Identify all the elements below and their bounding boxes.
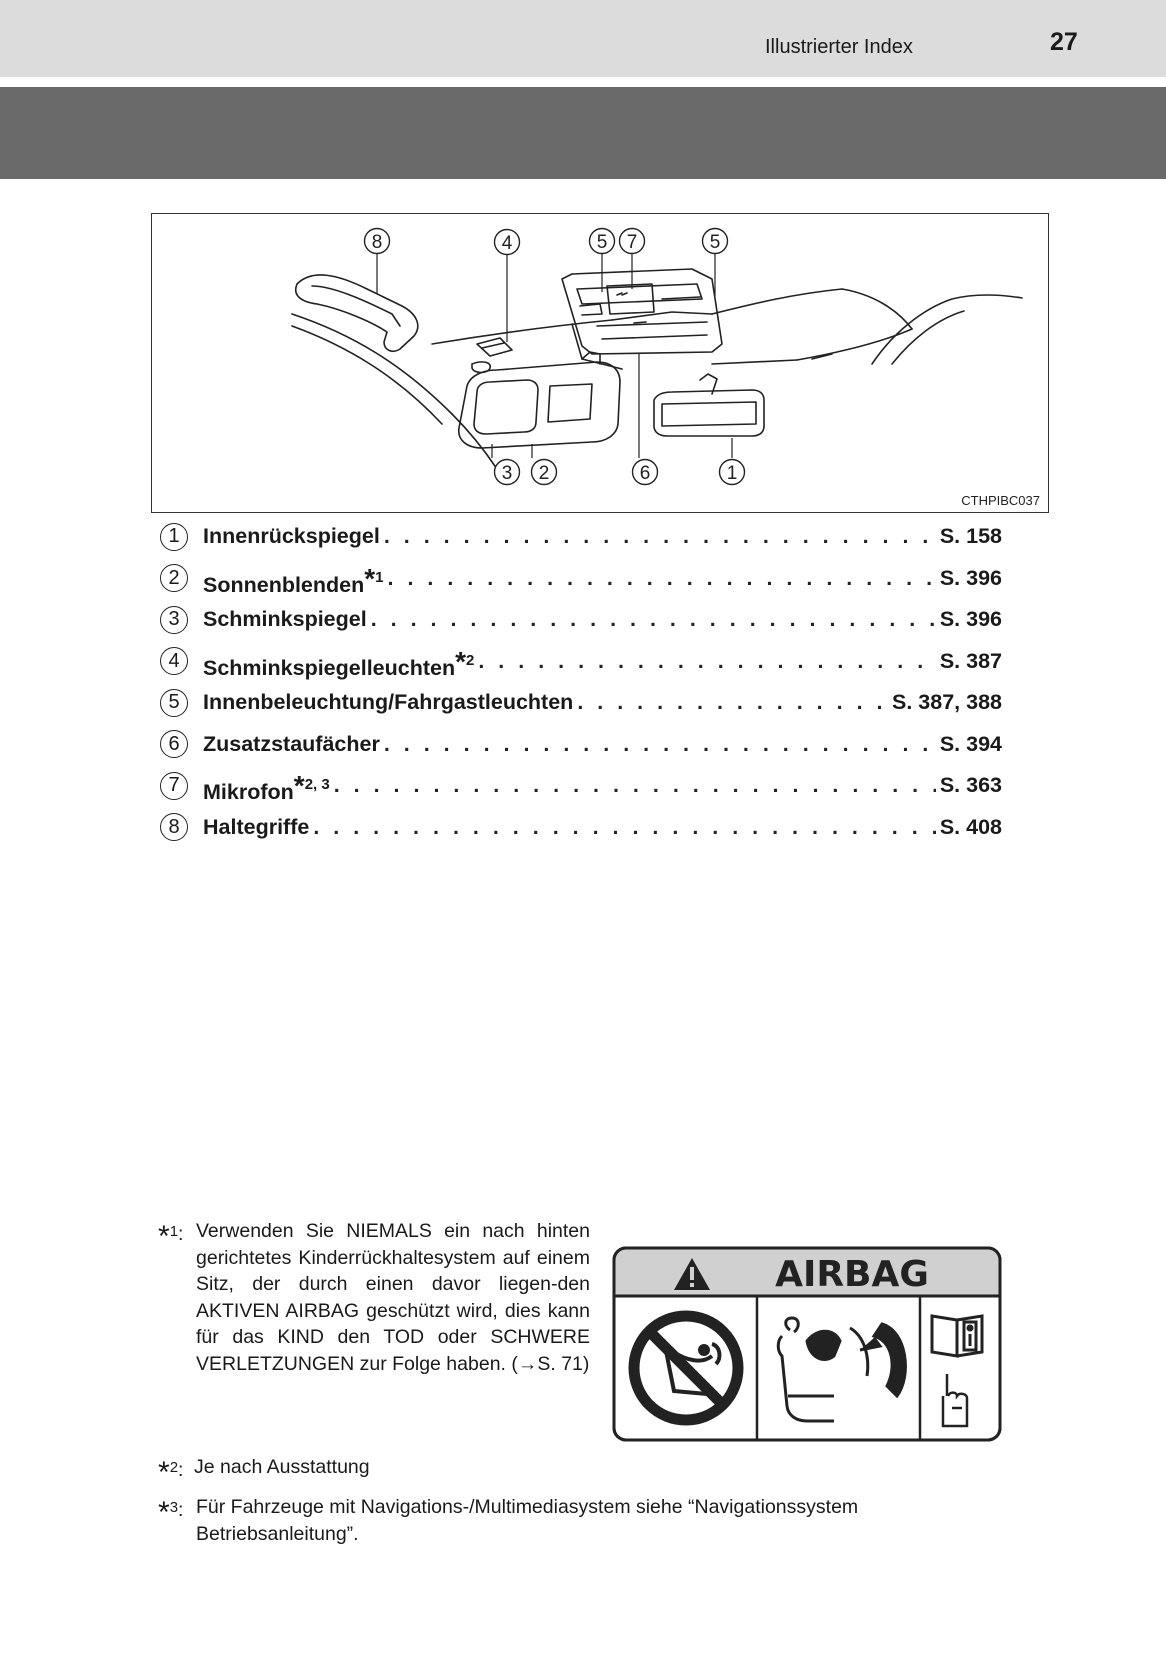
leader-dots bbox=[478, 649, 935, 674]
index-list bbox=[160, 516, 1002, 848]
section-title: Illustrierter Index bbox=[765, 36, 913, 58]
page-reference: S. 363 bbox=[939, 773, 1002, 798]
item-label: Schminkspiegel bbox=[203, 607, 367, 632]
index-item bbox=[160, 682, 1002, 724]
index-item bbox=[160, 807, 1002, 849]
leader-dots bbox=[388, 566, 936, 591]
item-label: Mikrofon$^{*2, 3}$ bbox=[203, 770, 330, 805]
callout-label: 3 bbox=[501, 463, 513, 484]
header-band bbox=[0, 0, 1166, 77]
callout-label: 1 bbox=[726, 463, 738, 484]
item-number: 6 bbox=[160, 730, 188, 758]
index-item bbox=[160, 516, 1002, 558]
page-reference: S. 387, 388 bbox=[892, 690, 1002, 715]
ceiling-illustration bbox=[151, 213, 1049, 513]
item-number: 8 bbox=[160, 813, 188, 841]
page-reference: S. 408 bbox=[939, 814, 1002, 839]
footnote-marker: *$^1$: bbox=[158, 1220, 184, 1253]
index-item bbox=[160, 724, 1002, 766]
page-reference: S. 158 bbox=[939, 524, 1002, 549]
item-number: 1 bbox=[160, 523, 188, 551]
item-number: 5 bbox=[160, 689, 188, 717]
item-label: Schminkspiegelleuchten$^{*2}$ bbox=[203, 645, 475, 680]
footnote-mark: *2 bbox=[455, 645, 475, 677]
item-label: Sonnenblenden$^{*1}$ bbox=[203, 562, 384, 597]
callout-label: 7 bbox=[626, 232, 638, 253]
footnote-marker: *$^2$: bbox=[158, 1456, 184, 1489]
index-item bbox=[160, 558, 1002, 600]
page-reference: S. 394 bbox=[939, 731, 1002, 756]
figure-code: CTHPIBC037 bbox=[961, 493, 1040, 508]
item-label: Innenrückspiegel bbox=[203, 524, 380, 549]
item-number: 2 bbox=[160, 564, 188, 592]
airbag-label-graphic bbox=[612, 1246, 1002, 1442]
footnote-mark: *1 bbox=[364, 562, 384, 594]
footnote-1 bbox=[158, 1218, 590, 1377]
item-label: Zusatzstaufächer bbox=[203, 731, 380, 756]
callout-label: 5 bbox=[596, 232, 608, 253]
leader-dots bbox=[313, 815, 936, 840]
section-band bbox=[0, 87, 1166, 179]
item-number: 7 bbox=[160, 772, 188, 800]
item-number: 4 bbox=[160, 647, 188, 675]
ceiling-drawing bbox=[152, 214, 1048, 512]
callout-label: 4 bbox=[501, 233, 513, 254]
no-rearward-child-seat-icon bbox=[634, 1316, 738, 1420]
leader-dots bbox=[384, 524, 936, 549]
leader-dots bbox=[384, 732, 936, 757]
callout-label: 8 bbox=[371, 232, 383, 253]
item-number: 3 bbox=[160, 606, 188, 634]
footnote-mark: *2, 3 bbox=[293, 770, 330, 802]
airbag-title: AIRBAG bbox=[775, 1254, 929, 1295]
callout-label: 5 bbox=[709, 232, 721, 253]
footnote-2 bbox=[158, 1454, 758, 1489]
index-item bbox=[160, 641, 1002, 683]
page-reference: S. 387 bbox=[939, 648, 1002, 673]
callout-label: 6 bbox=[639, 463, 651, 484]
index-item bbox=[160, 599, 1002, 641]
leader-dots bbox=[371, 607, 936, 632]
callout-label: 2 bbox=[538, 463, 550, 484]
leader-dots bbox=[577, 690, 888, 715]
footnote-text: Je nach Ausstattung bbox=[194, 1456, 370, 1478]
footnote-text: Verwenden Sie NIEMALS ein nach hinten gerichtetes Kinderrückhaltesystem auf einem Sitz, der durch einen davor liegen-den AKTIVEN AIRBAG geschützt wird, dies kann für das KIND den TOD oder SCHWERE VERLETZUNGEN zur Folge haben. (→S. 71) bbox=[196, 1220, 590, 1375]
page-number: 27 bbox=[1050, 28, 1078, 56]
airbag-warning-label bbox=[612, 1246, 1002, 1442]
footnote-3 bbox=[158, 1494, 918, 1547]
leader-dots bbox=[334, 773, 936, 798]
page-reference: S. 396 bbox=[939, 565, 1002, 590]
index-item bbox=[160, 765, 1002, 807]
footnote-text: Für Fahrzeuge mit Navigations-/Multimediasystem siehe “Navigationssystem Betriebsanleitung”. bbox=[196, 1496, 859, 1545]
page-reference: S. 396 bbox=[939, 607, 1002, 632]
item-label: Innenbeleuchtung/Fahrgastleuchten bbox=[203, 690, 574, 715]
item-label: Haltegriffe bbox=[203, 814, 310, 839]
footnote-marker: *$^3$: bbox=[158, 1496, 184, 1529]
